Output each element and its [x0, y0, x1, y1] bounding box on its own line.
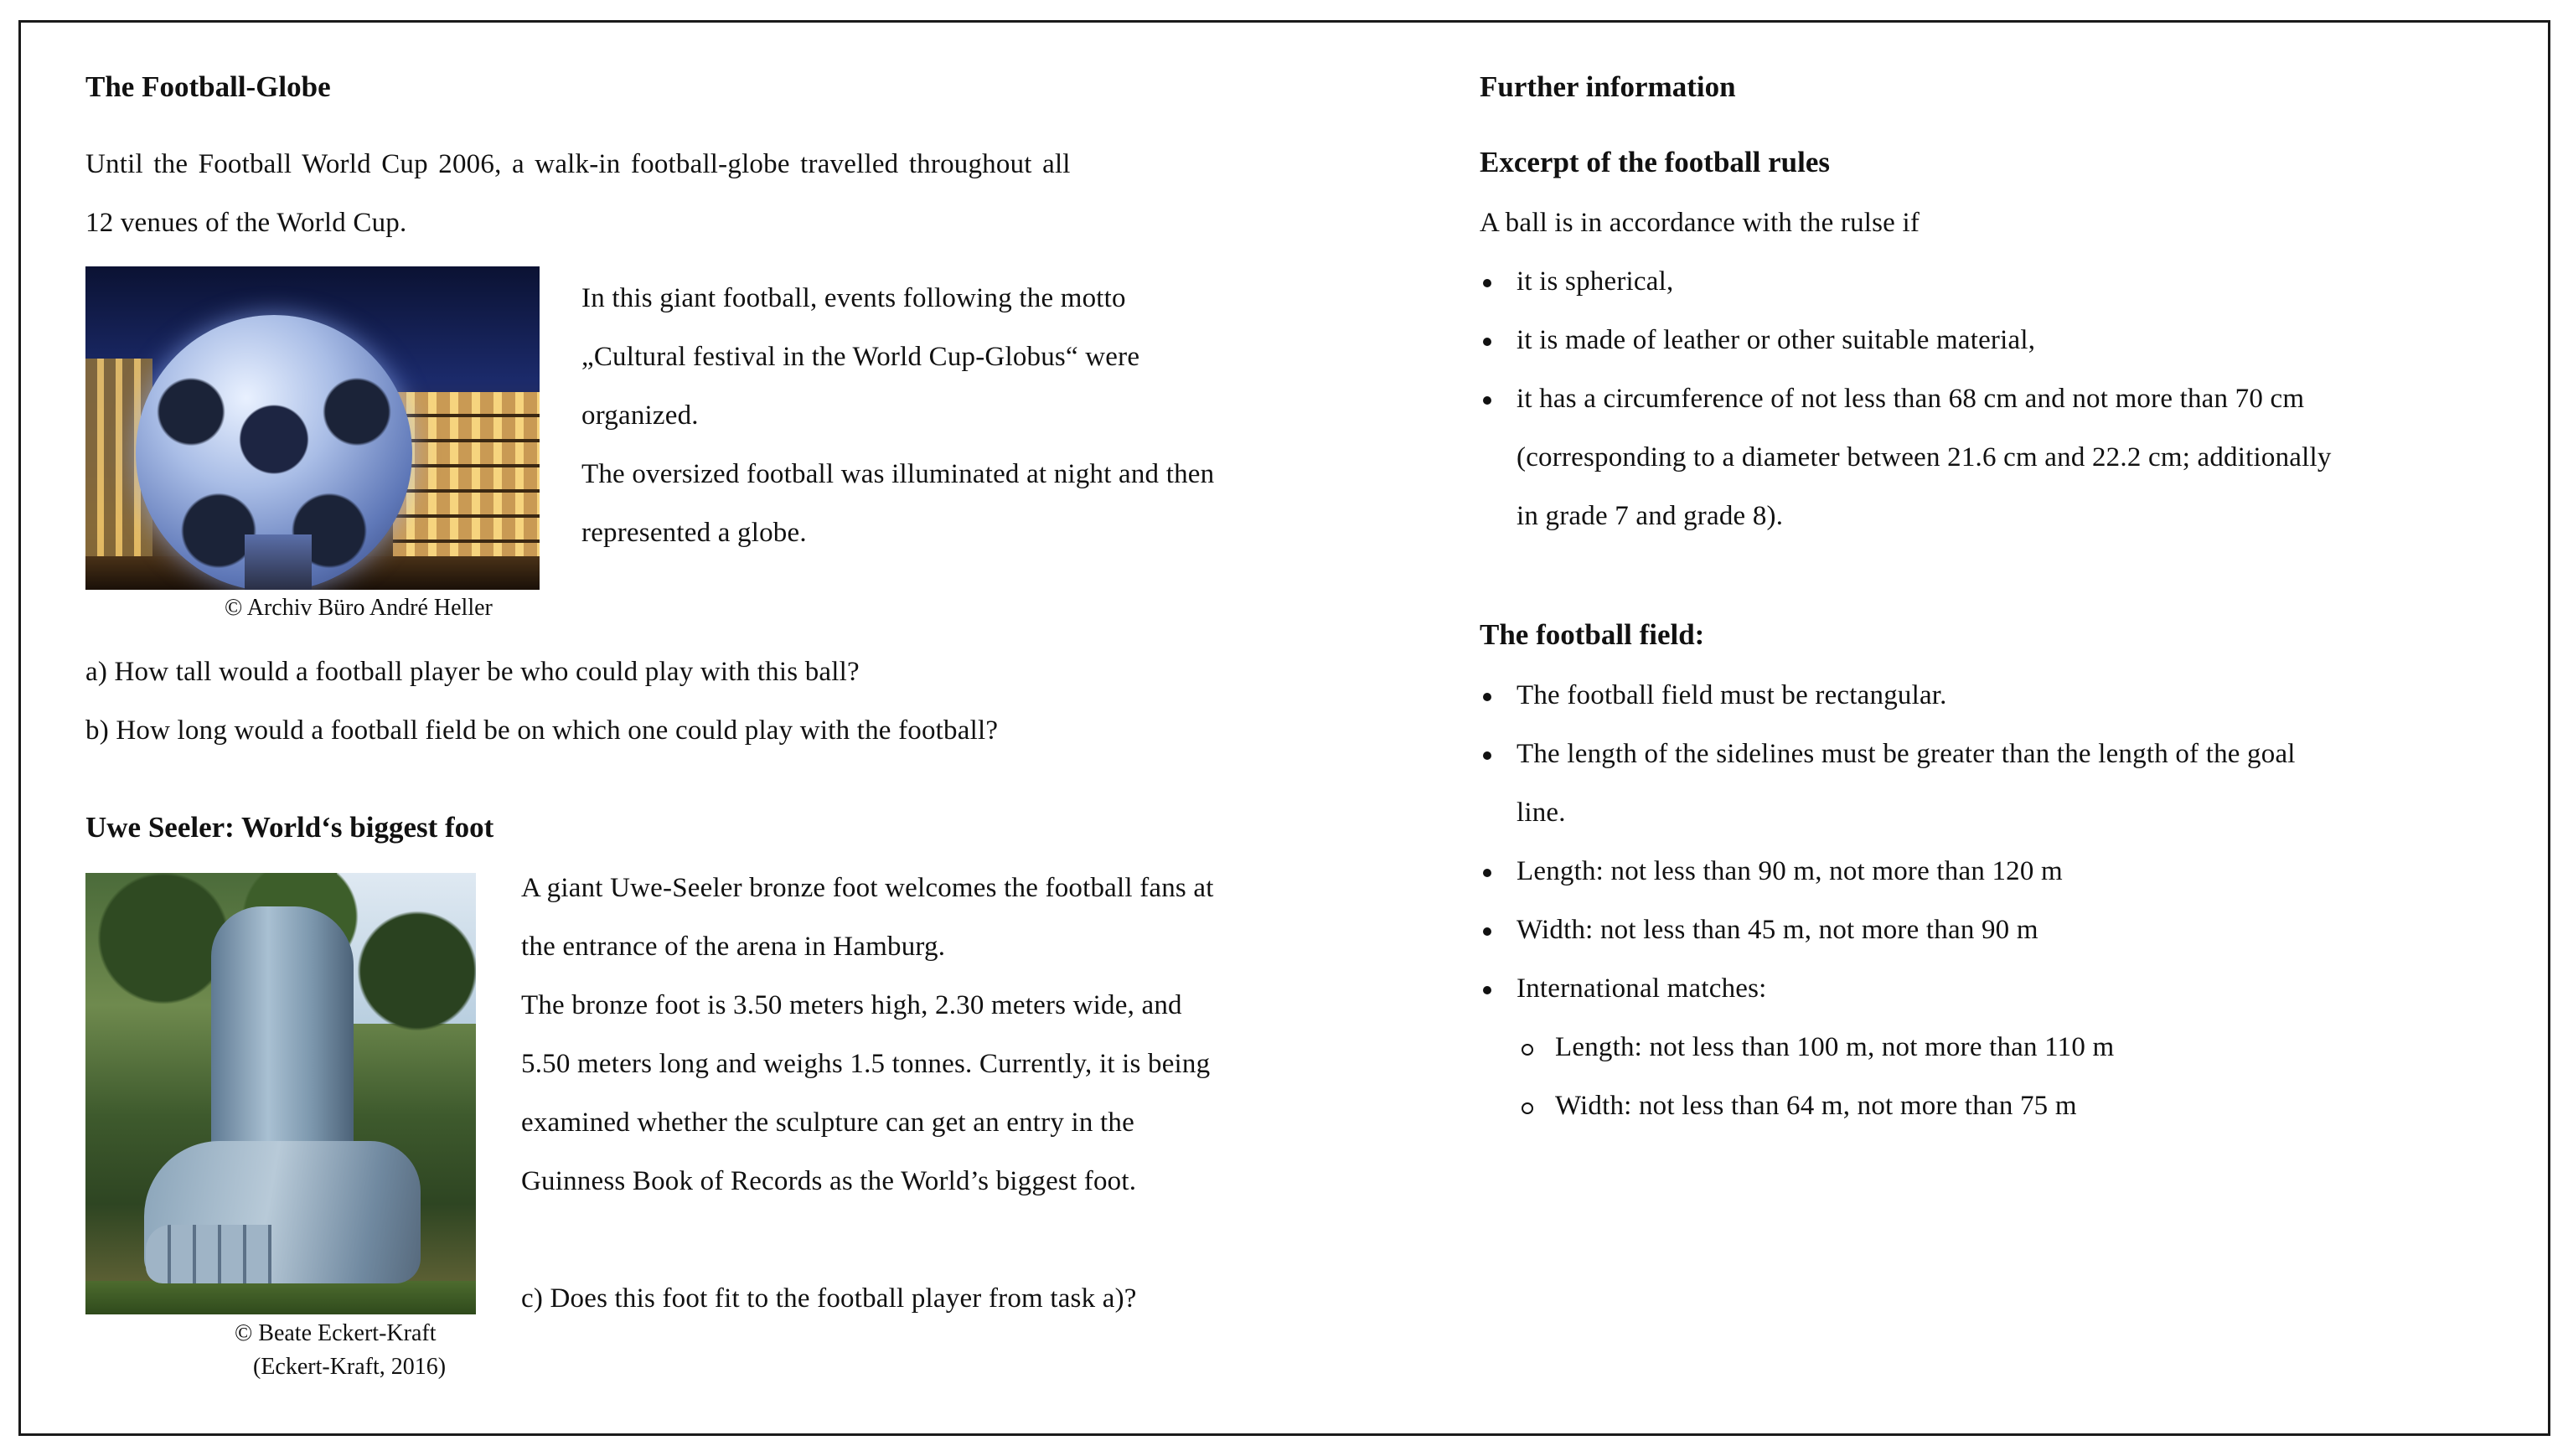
football-globe-photo [85, 266, 540, 590]
foot-photo-credit-source: (Eckert-Kraft, 2016) [253, 1354, 447, 1380]
rules-lead: A ball is in accordance with the rulse if [1480, 208, 1920, 238]
bullet-dot [1483, 693, 1491, 701]
bullet-dot [1483, 279, 1491, 287]
bullet-dot [1483, 869, 1491, 877]
foot-desc-line: The bronze foot is 3.50 meters high, 2.30 meters wide, and [521, 990, 1182, 1020]
bullet-dot [1483, 927, 1491, 936]
foot-desc-line: A giant Uwe-Seeler bronze foot welcomes the football fans at [521, 873, 1214, 903]
field-bullet-continuation: line. [1517, 798, 1566, 828]
foot-desc-line: examined whether the sculpture can get an entry in the [521, 1107, 1134, 1138]
field-bullet: International matches: [1517, 973, 1767, 1004]
question-b: b) How long would a football field be on which one could play with the football? [85, 715, 999, 746]
globe-desc-line: organized. [581, 400, 699, 431]
field-bullet: Width: not less than 45 m, not more than 90 m [1517, 915, 2038, 945]
globe-desc-line: In this giant football, events following the motto [581, 283, 1126, 313]
rules-continuation: (corresponding to a diameter between 21.6 cm and 22.2 cm; additionally [1517, 442, 2332, 472]
foot-title: Uwe Seeler: World‘s biggest foot [85, 811, 494, 844]
globe-desc-line: represented a globe. [581, 518, 807, 548]
question-c: c) Does this foot fit to the football player from task a)? [521, 1283, 1137, 1314]
foot-photo-credit: © Beate Eckert-Kraft [235, 1320, 437, 1346]
rules-bullet: it is spherical, [1517, 266, 1674, 297]
field-sub-bullet: Width: not less than 64 m, not more than 75 m [1555, 1091, 2077, 1121]
bullet-dot [1483, 338, 1491, 346]
globe-desc-line: The oversized football was illuminated at night and then [581, 459, 1215, 489]
field-bullet: Length: not less than 90 m, not more than 120 m [1517, 856, 2063, 886]
field-title: The football field: [1480, 618, 1705, 651]
globe-intro-line1: Until the Football World Cup 2006, a walk-in football-globe travelled throughout all [85, 149, 1071, 179]
field-bullet: The football field must be rectangular. [1517, 680, 1947, 710]
sub-bullet-circle [1522, 1044, 1533, 1056]
foot-desc-line: Guinness Book of Records as the World’s biggest foot. [521, 1166, 1137, 1196]
bullet-dot [1483, 751, 1491, 760]
foot-desc-line: 5.50 meters long and weighs 1.5 tonnes. Currently, it is being [521, 1049, 1211, 1079]
rules-bullet: it is made of leather or other suitable material, [1517, 325, 2036, 355]
foot-desc-line: the entrance of the arena in Hamburg. [521, 932, 946, 962]
question-a: a) How tall would a football player be who could play with this ball? [85, 657, 860, 687]
globe-desc-line: „Cultural festival in the World Cup-Globus“ were [581, 342, 1140, 372]
globe-photo-credit: © Archiv Büro André Heller [225, 595, 493, 621]
bronze-foot-photo [85, 873, 476, 1314]
field-bullet: The length of the sidelines must be greater than the length of the goal [1517, 739, 2296, 769]
rules-bullet: it has a circumference of not less than 68 cm and not more than 70 cm [1517, 384, 2305, 414]
globe-intro-line2: 12 venues of the World Cup. [85, 208, 407, 238]
rules-continuation: in grade 7 and grade 8). [1517, 501, 1784, 531]
bullet-dot [1483, 396, 1491, 405]
rules-title: Excerpt of the football rules [1480, 146, 1830, 178]
field-sub-bullet: Length: not less than 100 m, not more than 110 m [1555, 1032, 2115, 1062]
sub-bullet-circle [1522, 1102, 1533, 1114]
further-info-title: Further information [1480, 70, 1736, 103]
globe-title: The Football-Globe [85, 70, 331, 103]
bullet-dot [1483, 986, 1491, 994]
